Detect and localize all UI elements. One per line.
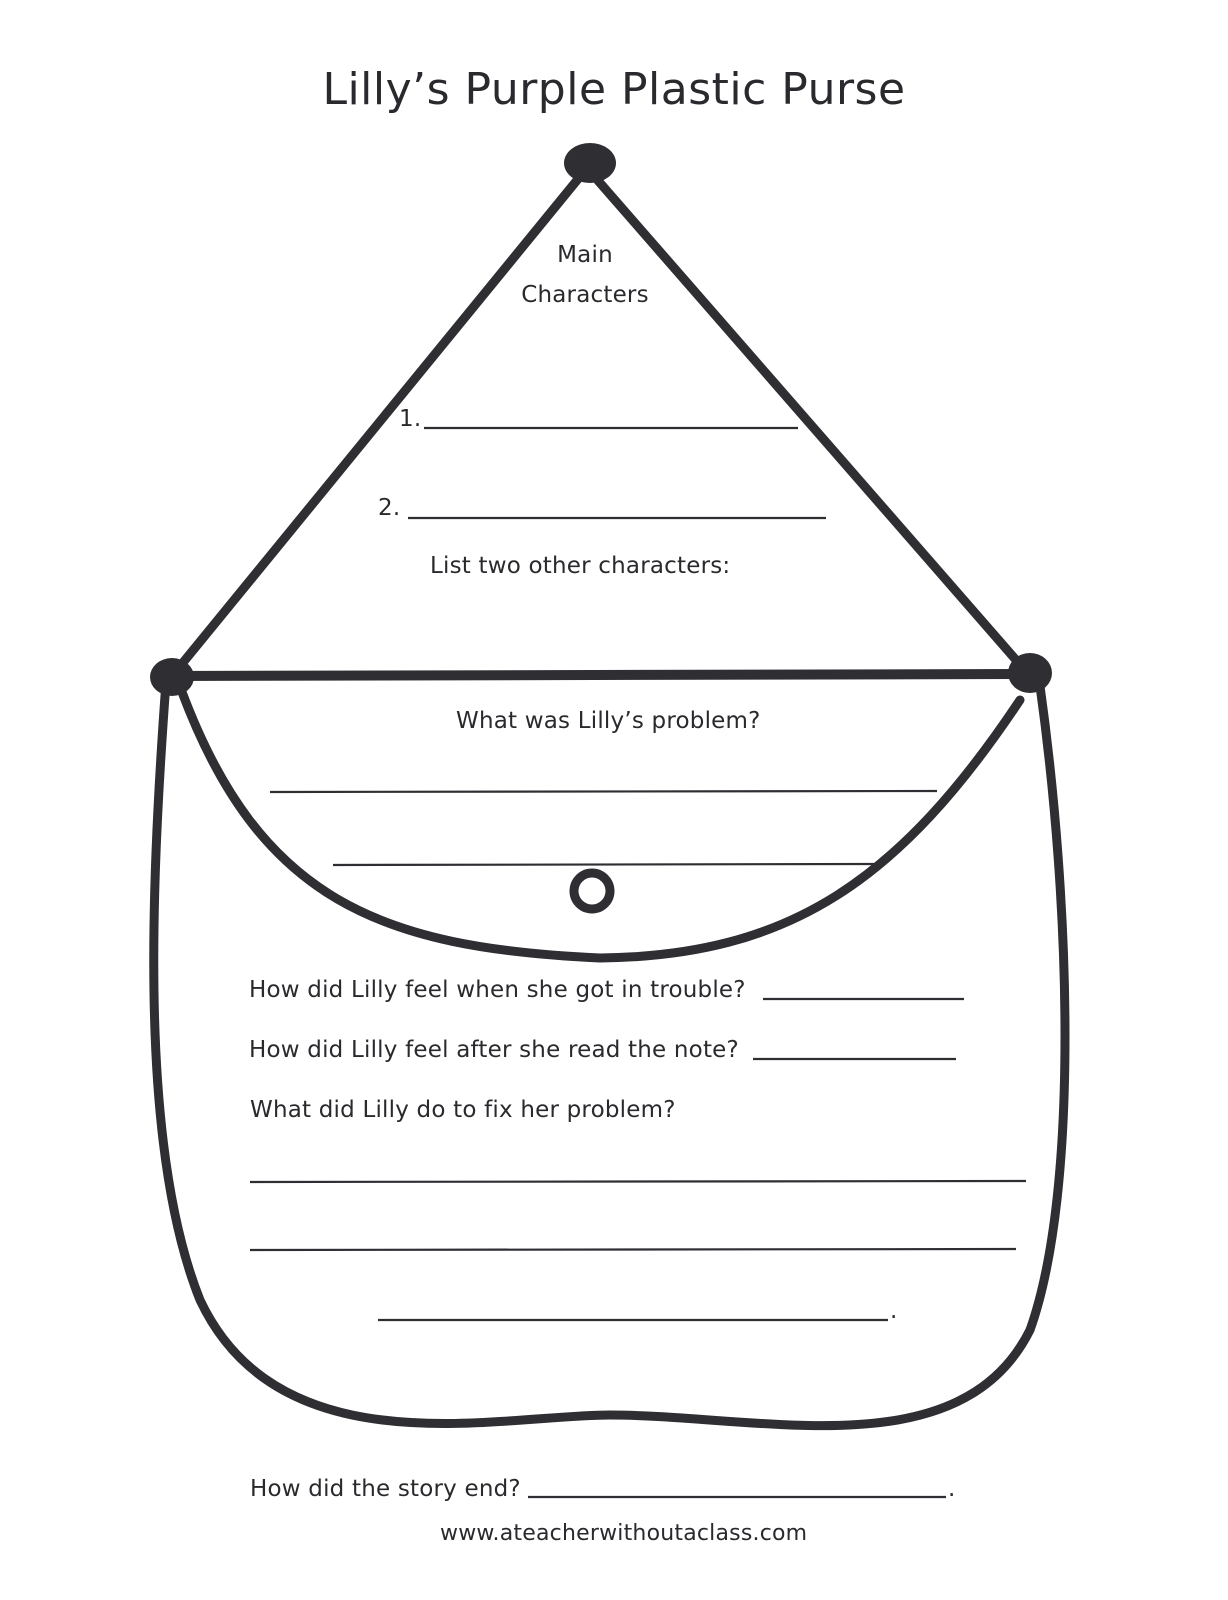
main-characters-label-line1: Main: [557, 242, 613, 268]
trouble-question: How did Lilly feel when she got in trouble?: [249, 977, 746, 1003]
fix-answer-period: .: [890, 1298, 898, 1324]
character-item-2-label: 2.: [378, 495, 401, 521]
problem-question: What was Lilly’s problem?: [456, 708, 761, 734]
answer-line-problem-1: [270, 791, 937, 792]
fix-problem-question: What did Lilly do to fix her problem?: [250, 1097, 676, 1123]
note-question: How did Lilly feel after she read the note?: [249, 1037, 739, 1063]
answer-line-fix-2: [250, 1249, 1016, 1250]
character-item-1-label: 1.: [399, 406, 422, 432]
story-end-question: How did the story end?: [250, 1476, 521, 1502]
left-knob: [150, 658, 194, 696]
main-characters-label-line2: Characters: [521, 282, 649, 308]
website-footer: www.ateacherwithoutaclass.com: [440, 1521, 808, 1546]
story-end-period: .: [948, 1476, 956, 1502]
top-knob: [564, 143, 616, 183]
purse-top-edge: [172, 674, 1030, 676]
right-knob: [1008, 653, 1052, 693]
answer-line-fix-1: [250, 1181, 1026, 1182]
worksheet-title: Lilly’s Purple Plastic Purse: [322, 64, 906, 115]
clasp-ring: [574, 873, 610, 909]
other-characters-prompt: List two other characters:: [430, 553, 731, 579]
answer-line-problem-2: [333, 864, 876, 865]
